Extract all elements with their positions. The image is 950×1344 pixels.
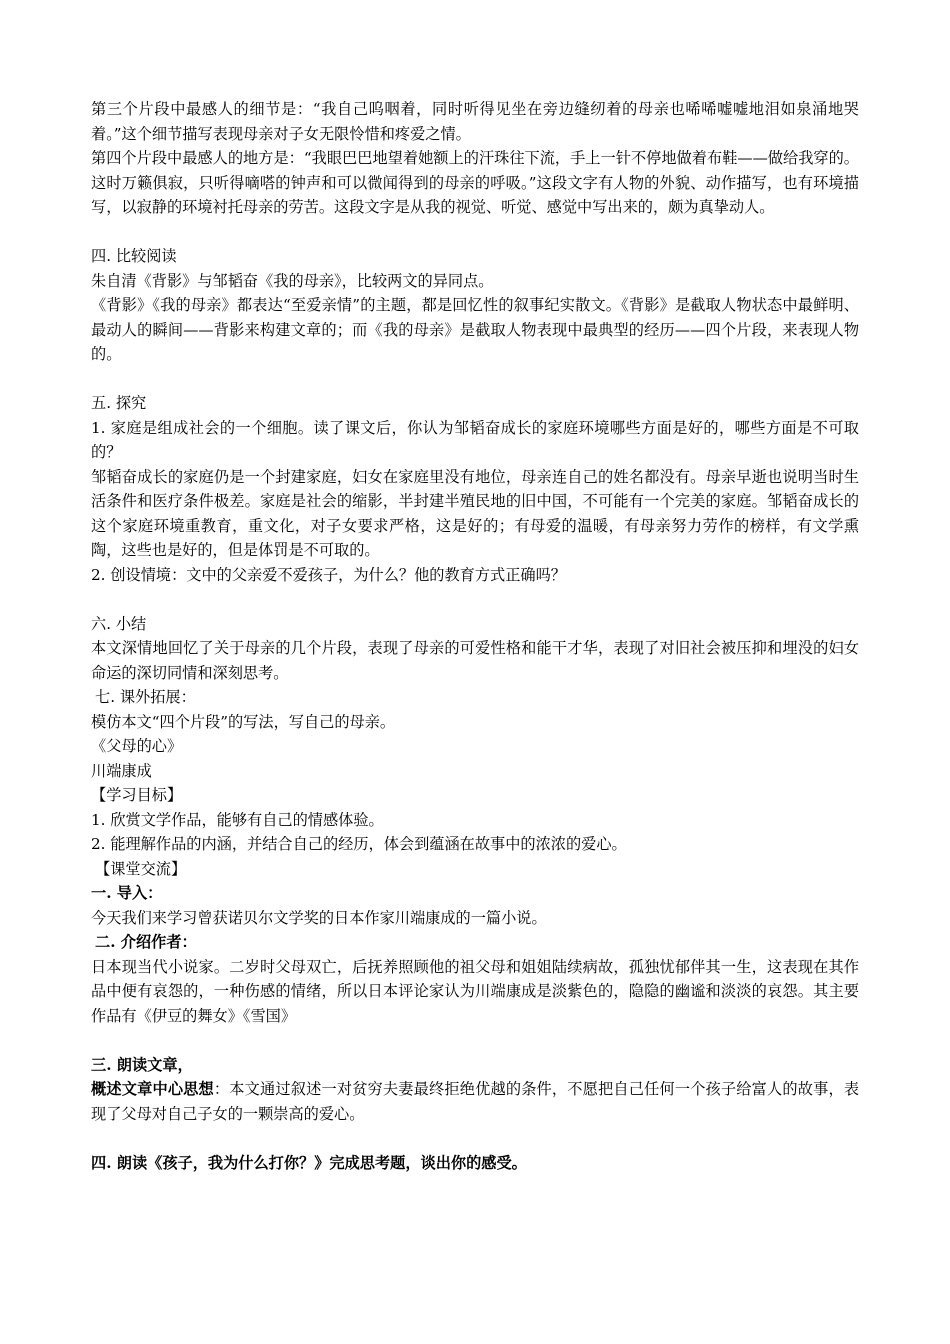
section-heading-summary: 六. 小结 (91, 614, 147, 633)
section-heading-extension: 七. 课外拓展： (95, 688, 196, 706)
central-idea-label: 概述文章中心思想 (91, 1080, 214, 1098)
blank-line (91, 1028, 859, 1053)
reading-task-heading: 四. 朗读《孩子，我为什么打你？》完成思考题，谈出你的感受。 (91, 1153, 527, 1172)
intro-text: 今天我们来学习曾获诺贝尔文学奖的日本作家川端康成的一篇小说。 (91, 908, 547, 927)
central-idea-paragraph (91, 1077, 859, 1126)
author-heading: 二. 介绍作者： (95, 933, 197, 951)
goal-item-2: 2. 能理解作品的内涵，并结合自己的经历，体会到蕴涵在故事中的浓浓的爱心。 (91, 835, 627, 853)
goals-heading: 【学习目标】 (91, 786, 183, 804)
goal-item-1: 1. 欣赏文学作品，能够有自己的情感体验。 (91, 810, 384, 829)
lesson-author: 川端康成 (91, 761, 152, 780)
compare-question: 朱自清《背影》与邹韬奋《我的母亲》，比较两文的异同点。 (91, 271, 494, 290)
intro-heading: 一. 导入： (91, 884, 163, 902)
compare-answer: 《背影》《我的母亲》都表达“至爱亲情”的主题，都是回忆性的叙事纪实散文。《背影》是截取人物状态中最鲜明、最动人的瞬间——背影来构建文章的；而《我的母亲》是截取人物表现中最典型的经历——四个片段，来表现人物的。 (91, 296, 859, 363)
explore-answer-1: 邹韬奋成长的家庭仍是一个封建家庭，妇女在家庭里没有地位，母亲连自己的姓名都没有。母亲早逝也说明当时生活条件和医疗条件极差。家庭是社会的缩影，半封建半殖民地的旧中国，不可能有一个完美的家庭。邹韬奋成长的这个家庭环境重教育，重文化，对子女要求严格，这是好的；有母爱的温暖，有母亲努力劳作的榜样，有文学熏陶，这些也是好的，但是体罚是不可取的。 (91, 467, 859, 559)
lesson-title: 《父母的心》 (91, 737, 183, 755)
paragraph-third-segment: 第三个片段中最感人的细节是：“我自己呜咽着，同时听得见坐在旁边缝纫着的母亲也唏唏嘘嘘地泪如泉涌地哭着。”这个细节描写表现母亲对子女无限怜惜和疼爱之情。 (91, 100, 859, 143)
paragraph-fourth-segment: 第四个片段中最感人的地方是：“我眼巴巴地望着她额上的汗珠往下流，手上一针不停地做着布鞋——做给我穿的。这时万籁俱寂，只听得嘀嗒的钟声和可以微闻得到的母亲的呼吸。”这段文字有人物的外貌、动作描写，也有环境描写，以寂静的环境衬托母亲的劳苦。这段文字是从我的视觉、听觉、感觉中写出来的，颇为真挚动人。 (91, 149, 859, 216)
blank-line (91, 587, 859, 612)
section-heading-explore: 五. 探究 (91, 394, 147, 412)
blank-line (91, 367, 859, 392)
blank-line (91, 220, 859, 245)
author-text: 日本现当代小说家。二岁时父母双亡，后抚养照顾他的祖父母和姐姐陆续病故，孤独忧郁伴其一生，这表现在其作品中便有哀怨的，一种伤感的情绪，所以日本评论家认为川端康成是淡紫色的，隐隐的幽谧和淡淡的哀怨。其主要作品有《伊豆的舞女》《雪国》 (91, 957, 859, 1025)
document-page (91, 97, 859, 1175)
blank-line (91, 1126, 859, 1151)
summary-text: 本文深情地回忆了关于母亲的几个片段，表现了母亲的可爱性格和能干才华，表现了对旧社会被压抑和埋没的妇女命运的深切同情和深刻思考。 (91, 639, 859, 682)
central-idea-text: ：本文通过叙述一对贫穷夫妻最终拒绝优越的条件，不愿把自己任何一个孩子给富人的故事，表现了父母对自己子女的一颗崇高的爱心。 (91, 1080, 860, 1123)
explore-question-1: 1. 家庭是组成社会的一个细胞。读了课文后，你认为邹韬奋成长的家庭环境哪些方面是好的，哪些方面是不可取的？ (91, 418, 859, 461)
class-heading: 【课堂交流】 (95, 859, 187, 878)
section-heading-compare: 四. 比较阅读 (91, 247, 177, 265)
read-heading: 三. 朗读文章， (91, 1055, 193, 1074)
explore-question-2: 2. 创设情境：文中的父亲爱不爱孩子，为什么？他的教育方式正确吗？ (91, 565, 566, 584)
extension-text: 模仿本文“四个片段”的写法，写自己的母亲。 (91, 712, 396, 731)
